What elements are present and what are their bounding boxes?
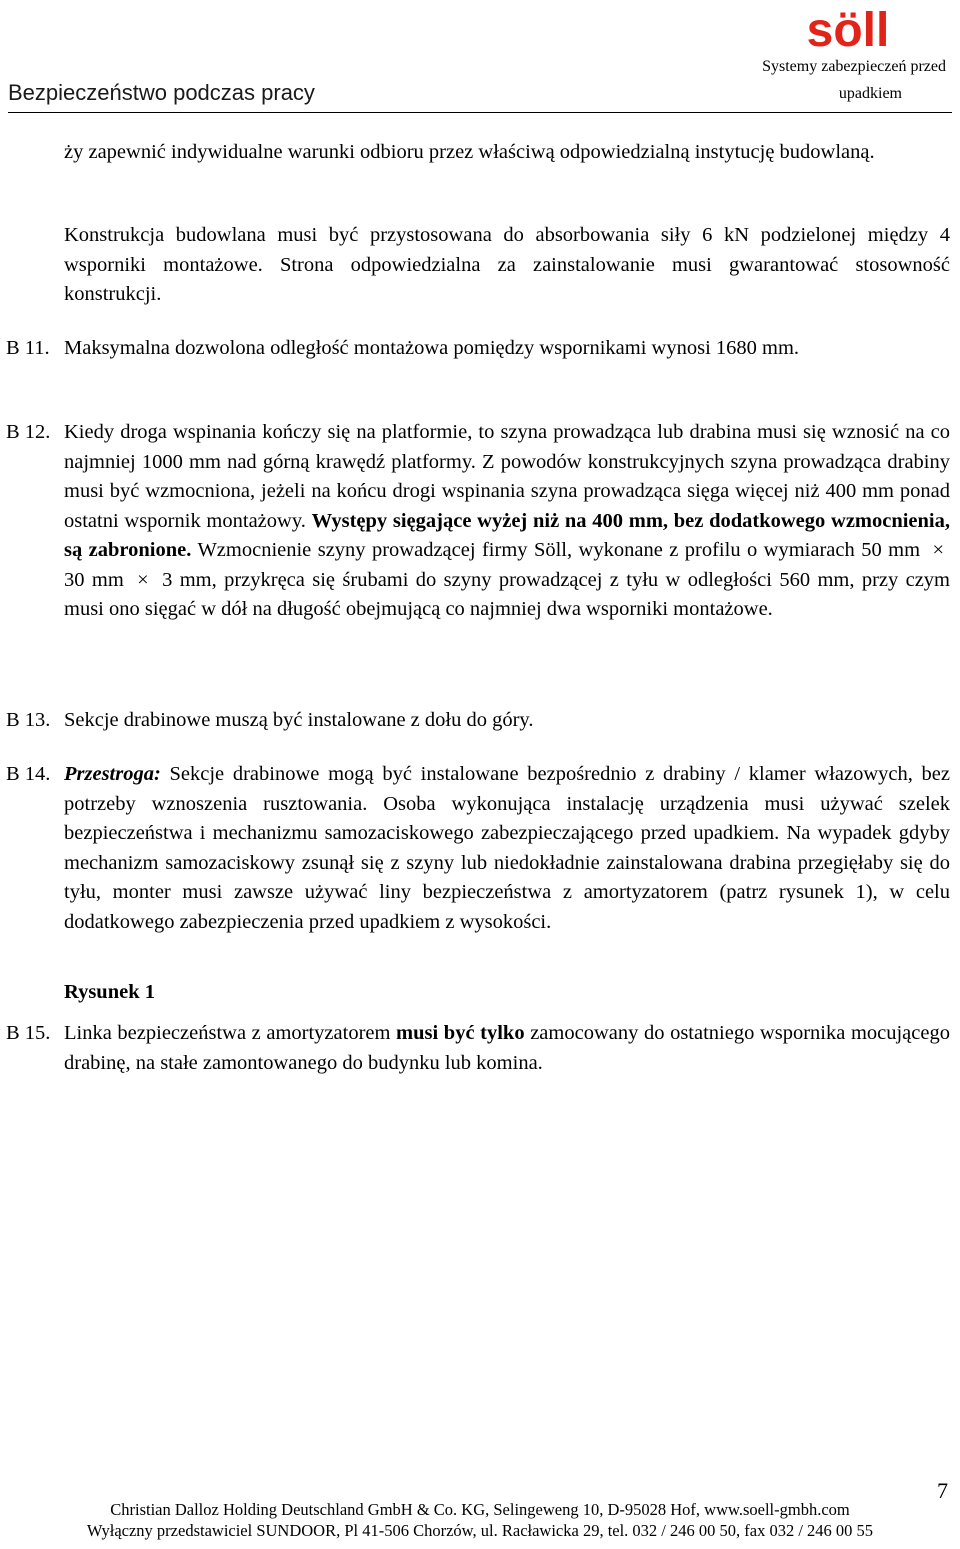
svg-text:söll: söll xyxy=(806,4,890,50)
section-label-b11: B 11. xyxy=(6,337,50,359)
header-title: Bezpieczeństwo podczas pracy xyxy=(8,80,315,105)
section-b11-text: Maksymalna dozwolona odległość montażowa pomiędzy wspornikami wynosi 1680 mm. xyxy=(64,337,800,359)
section-b15-text: Linka bezpieczeństwa z amortyzatorem musi być tylko zamocowany do ostatniego wspornika mocującego drabinę, na stałe zamontowanego do budynku lub komina. xyxy=(64,1022,950,1074)
section-label-b13: B 13. xyxy=(6,709,51,731)
times-sign: × xyxy=(137,568,149,591)
soll-logo xyxy=(796,4,900,50)
section-b13-text: Sekcje drabinowe muszą być instalowane z dołu do góry. xyxy=(64,709,534,731)
section-label-b12: B 12. xyxy=(6,421,51,443)
section-b12-bold: Występy sięgające wyżej niż na 400 mm, bez dodatkowego wzmocnienia, są zabronione. xyxy=(64,509,951,561)
section-b12-text: Kiedy droga wspinania kończy się na platformie, to szyna prowadząca lub drabina musi się wznosić na co najmniej 1000 mm nad górną krawędź platformy. Z powodów konstrukcyjnych szyna prowadząca drabiny musi być wzmocniona, jeżeli na końcu drogi wspinania szyna prowadząca sięga więcej niż 400 mm ponad ostatni wspornik montażowy. Występy sięgające wyżej niż na 400 mm, bez dodatkowego wzmocnienia, są zabronione. Wzmocnienie szyny prowadzącej firmy Söll, wykonane z profilu o wymiarach 50 mm × 30 mm × 3 mm, przykręca się śrubami do szyny prowadzącej z tyłu w odległości 560 mm, przy czym musi ono sięgać w dół na długość obejmującą co najmniej dwa wsporniki montażowe. xyxy=(64,421,951,620)
header-subtitle-line2: upadkiem xyxy=(838,85,902,102)
figure-label: Rysunek 1 xyxy=(64,981,155,1003)
section-b14-text: Przestroga: Sekcje drabinowe mogą być instalowane bezpośrednio z drabiny / klamer włazowych, bez potrzeby wznoszenia rusztowania. Osoba wykonująca instalację urządzenia musi używać szelek bezpieczeństwa i mechanizmu samozaciskowego zabezpieczającego przed upadkiem. Na wypadek gdyby mechanizm samozaciskowy zsunął się z szyny lub niedokładnie zainstalowana drabina przegięłaby się do tyłu, monter musi zawsze używać liny bezpieczeństwa z amortyzatorem (patrz rysunek 1), w celu dodatkowego zabezpieczenia przed upadkiem z wysokości. xyxy=(64,763,950,933)
times-sign: × xyxy=(932,539,945,561)
footer-representative-line: Wyłączny przedstawiciel SUNDOOR, Pl 41-506 Chorzów, ul. Racławicka 29, tel. 032 / 246 00 50, fax 032 / 246 00 55 xyxy=(86,1521,874,1540)
header-divider xyxy=(8,112,952,113)
header-subtitle-line1: Systemy zabezpieczeń przed xyxy=(762,58,946,75)
section-label-b15: B 15. xyxy=(6,1022,51,1044)
section-label-b14: B 14. xyxy=(6,763,51,785)
page-number: 7 xyxy=(937,1478,948,1503)
intro-paragraph-2: Konstrukcja budowlana musi być przystosowana do absorbowania siły 6 kN podzielonej między 4 wsporniki montażowe. Strona odpowiedzialna za zainstalowanie musi gwarantować stosowność konstrukcji. xyxy=(64,224,950,305)
section-b15-bold: musi być tylko xyxy=(396,1022,525,1044)
footer-company-line: Christian Dalloz Holding Deutschland GmbH & Co. KG, Selingeweng 10, D-95028 Hof, www.soell-gmbh.com xyxy=(110,1500,850,1519)
warning-label: Przestroga: xyxy=(64,763,161,785)
intro-paragraph-1: ży zapewnić indywidualne warunki odbioru przez właściwą odpowiedzialną instytucję budowlaną. xyxy=(64,141,875,163)
